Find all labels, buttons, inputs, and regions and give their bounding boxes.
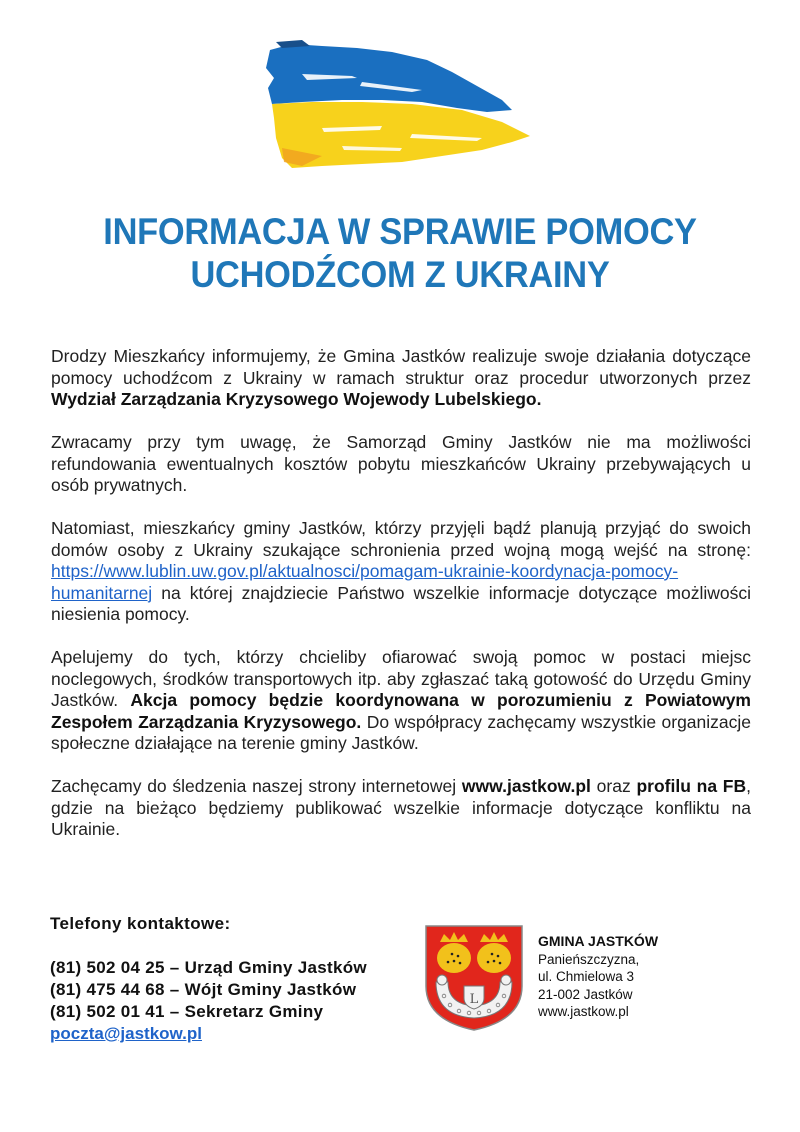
address-line: ul. Chmielowa 3 (538, 969, 635, 984)
municipality-name: GMINA JASTKÓW (538, 933, 659, 949)
bold-facebook: profilu na FB (636, 776, 747, 796)
bold-department: Wydział Zarządzania Kryzysowego Wojewody Lubelskiego. (51, 389, 542, 409)
bold-website: www.jastkow.pl (461, 776, 591, 796)
paragraph-intro: Drodzy Mieszkańcy informujemy, że Gmina Jastków realizuje swoje działania dotyczące pomocy uchodźcom z Ukrainy w ramach struktur oraz procedur utworzonych przez Wydział Zarządzania Kryzysowego Wojewody Lubelskiego. (51, 346, 751, 409)
help-coordination-link[interactable]: https://www.lublin.uw.gov.pl/aktualnosci/pomagam-ukrainie-koordynacja-pomocy-humanitarnej (51, 561, 679, 603)
address-line: Panieńszczyzna, (538, 951, 640, 967)
svg-text:L: L (469, 992, 479, 1007)
coat-of-arms-icon (424, 924, 524, 1032)
paragraph-appeal: Apelujemy do tych, którzy chcieliby ofiarować swoją pomoc w postaci miejsc noclegowych, środków transportowych itp. aby zgłaszać taką gotowość do Urzędu Gminy Jastków. Akcja pomocy będzie koordynowana w porozumieniu z Powiatowym Zespołem Zarządzania Kryzysowego. Do współpracy zachęcamy wszystkie organizacje społeczne działające na terenie gminy Jastków. (51, 647, 752, 753)
contacts-heading: Telefony kontaktowe: (50, 914, 231, 933)
contact-line: (81) 502 04 25 – Urząd Gminy Jastków (50, 958, 367, 977)
title-line-1: INFORMACJA W SPRAWIE POMOCY (103, 211, 697, 252)
contact-line: (81) 502 01 41 – Sekretarz Gminy (50, 1002, 324, 1021)
paragraph-refund: Zwracamy przy tym uwagę, że Samorząd Gminy Jastków nie ma możliwości refundowania ewentualnych kosztów pobytu mieszkańców Ukrainy przebywających u osób prywatnych. (51, 432, 751, 495)
paragraph-follow: Zachęcamy do śledzenia naszej strony internetowej www.jastkow.pl oraz profilu na FB, gdzie na bieżąco będziemy publikować wszelkie informacje dotyczące konfliktu na Ukrainie. (51, 776, 751, 839)
title-line-2: UCHODŹCOM Z UKRAINY (190, 254, 610, 295)
page-title (0, 210, 800, 296)
contact-line: (81) 475 44 68 – Wójt Gminy Jastków (50, 980, 357, 999)
document-body (51, 346, 751, 862)
contact-section (50, 913, 410, 1045)
email-link[interactable]: poczta@jastkow.pl (50, 1024, 202, 1043)
address-line: 21-002 Jastków (538, 986, 633, 1002)
ukraine-flag-image (262, 38, 532, 172)
municipality-address (538, 933, 658, 1021)
bold-coordination: Akcja pomocy będzie koordynowana w porozumieniu z Powiatowym Zespołem Zarządzania Kryzysowego. (51, 690, 751, 732)
address-website: www.jastkow.pl (538, 1004, 629, 1019)
paragraph-website: Natomiast, mieszkańcy gminy Jastków, którzy przyjęli bądź planują przyjąć do swoich domów osoby z Ukrainy szukające schronienia przed wojną mogą wejść na stronę: https://www.lublin.uw.gov.pl/aktualnosci/pomagam-ukrainie-koordynacja-pomocy-humanitarnej na której znajdziecie Państwo wszelkie informacje dotyczące możliwości niesienia pomocy. (51, 518, 751, 624)
